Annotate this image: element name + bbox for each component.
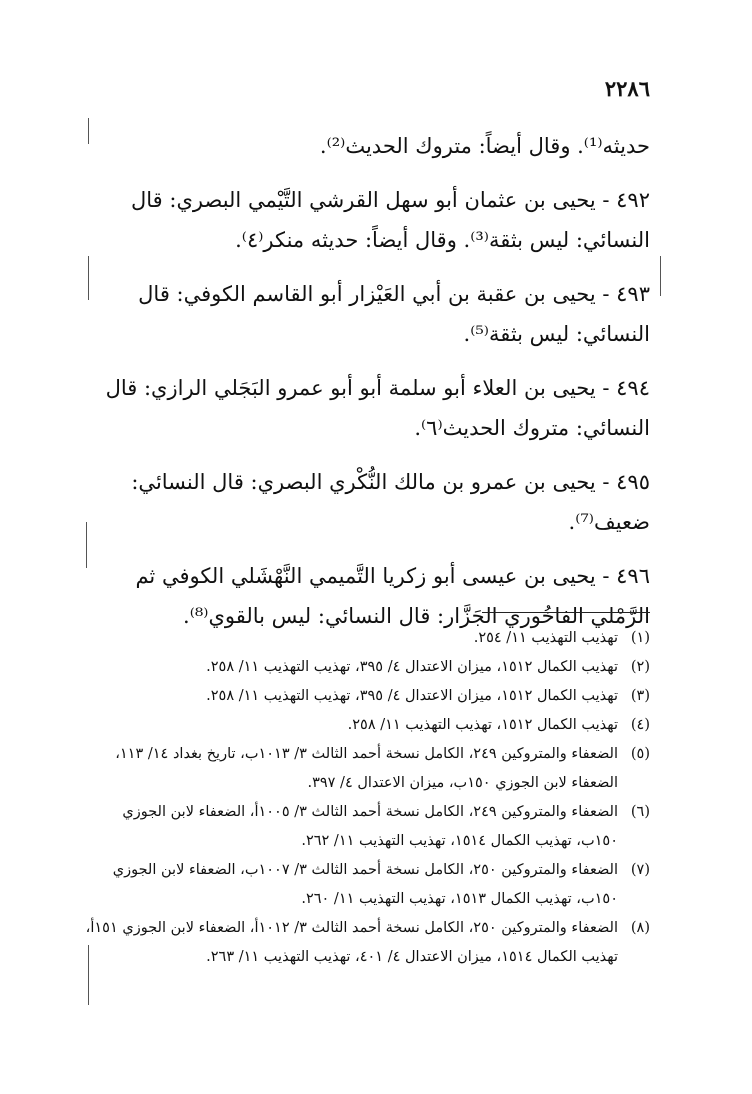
footnote-number: (٥) bbox=[630, 746, 650, 762]
entry-number: ٤٩٦ bbox=[616, 564, 650, 588]
scan-mark-right-mid bbox=[660, 256, 661, 296]
footnotes-list bbox=[84, 624, 650, 972]
entry-text: يحيى بن العلاء أبو سلمة أبو أبو عمرو البَجَلي الرازي: قال النسائي: متروك الحديث⁽٦⁾. bbox=[105, 376, 650, 440]
footnote-7 bbox=[84, 856, 650, 914]
scan-mark-left-lower bbox=[86, 522, 87, 568]
footnote-number: (٣) bbox=[630, 688, 650, 704]
footnote-2 bbox=[84, 653, 650, 682]
footnote-text: تهذيب الكمال ١٥١٢، تهذيب التهذيب ١١/ ٢٥٨. bbox=[347, 717, 618, 733]
footnote-number: (٤) bbox=[630, 717, 650, 733]
entry-number: ٤٩٣ bbox=[616, 282, 650, 306]
footnote-text: تهذيب التهذيب ١١/ ٢٥٤. bbox=[473, 630, 618, 646]
entry-492: ٤٩٢ - يحيى بن عثمان أبو سهل القرشي التَّيْمي البصري: قال النسائي: ليس بثقة⁽³⁾. وقال أيضاً: حديثه منكر⁽٤⁾. bbox=[131, 188, 650, 252]
scan-mark-left-top bbox=[88, 118, 89, 144]
entry-493: ٤٩٣ - يحيى بن عقبة بن أبي العَيْزار أبو القاسم الكوفي: قال النسائي: ليس بثقة⁽⁵⁾. bbox=[138, 282, 650, 346]
footnote-number: (٦) bbox=[630, 804, 650, 820]
entry-number: ٤٩٢ bbox=[616, 188, 650, 212]
footnote-text: الضعفاء والمتروكين ٢٤٩، الكامل نسخة أحمد الثالث ٣/ ١٠٠٥أ، الضعفاء لابن الجوزي ١٥٠ب، تهذيب الكمال ١٥١٤، تهذيب التهذيب ١١/ ٢٦٢. bbox=[122, 804, 618, 849]
footnote-text: تهذيب الكمال ١٥١٢، ميزان الاعتدال ٤/ ٣٩٥، تهذيب التهذيب ١١/ ٢٥٨. bbox=[206, 688, 618, 704]
entry-continuation bbox=[84, 126, 650, 166]
footnote-text: الضعفاء والمتروكين ٢٥٠، الكامل نسخة أحمد الثالث ٣/ ١٠٠٧ب، الضعفاء لابن الجوزي ١٥٠ب، تهذيب الكمال ١٥١٣، تهذيب التهذيب ١١/ ٢٦٠. bbox=[112, 862, 618, 907]
entry-number: ٤٩٥ bbox=[616, 470, 650, 494]
scan-mark-left-mid bbox=[88, 256, 89, 300]
footnote-text: تهذيب الكمال ١٥١٢، ميزان الاعتدال ٤/ ٣٩٥، تهذيب التهذيب ١١/ ٢٥٨. bbox=[206, 659, 618, 675]
entry-494: ٤٩٤ - يحيى بن العلاء أبو سلمة أبو أبو عمرو البَجَلي الرازي: قال النسائي: متروك الحديث⁽٦⁾. bbox=[105, 376, 650, 440]
entry-495: ٤٩٥ - يحيى بن عمرو بن مالك النُّكْري البصري: قال النسائي: ضعيف⁽⁷⁾. bbox=[131, 470, 650, 534]
scan-mark-left-bottom bbox=[88, 945, 89, 1005]
footnote-8 bbox=[84, 914, 650, 972]
footnote-3 bbox=[84, 682, 650, 711]
entry-number: ٤٩٤ bbox=[616, 376, 650, 400]
footnote-number: (٧) bbox=[630, 862, 650, 878]
footnote-5 bbox=[84, 740, 650, 798]
entry-text: يحيى بن عقبة بن أبي العَيْزار أبو القاسم الكوفي: قال النسائي: ليس بثقة⁽⁵⁾. bbox=[138, 282, 650, 346]
entry-text: يحيى بن عثمان أبو سهل القرشي التَّيْمي البصري: قال النسائي: ليس بثقة⁽³⁾. وقال أيضاً: حديثه منكر⁽٤⁾. bbox=[131, 188, 650, 252]
footnote-1 bbox=[84, 624, 650, 653]
entry-text: حديثه⁽¹⁾. وقال أيضاً: متروك الحديث⁽²⁾. bbox=[319, 134, 650, 158]
page-number: ٢٢٨٦ bbox=[604, 76, 650, 101]
footnote-text: الضعفاء والمتروكين ٢٤٩، الكامل نسخة أحمد الثالث ٣/ ١٠١٣ب، تاريخ بغداد ١٤/ ١١٣، الضعفاء لابن الجوزي ١٥٠ب، ميزان الاعتدال ٤/ ٣٩٧. bbox=[115, 746, 618, 791]
entry-text: يحيى بن عيسى أبو زكريا التَّميمي النَّهْشَلي الكوفي ثم الرَّمْلي الفاخُوري الجَزَّار: قال النسائي: ليس بالقوي⁽⁸⁾. bbox=[135, 564, 650, 628]
footnote-number: (١) bbox=[630, 630, 650, 646]
footnote-text: الضعفاء والمتروكين ٢٥٠، الكامل نسخة أحمد الثالث ٣/ ١٠١٢أ، الضعفاء لابن الجوزي ١٥١أ، تهذيب الكمال ١٥١٤، ميزان الاعتدال ٤/ ٤٠١، تهذيب التهذيب ١١/ ٢٦٣. bbox=[85, 920, 618, 965]
footnote-number: (٨) bbox=[630, 920, 650, 936]
entry-496: ٤٩٦ - يحيى بن عيسى أبو زكريا التَّميمي النَّهْشَلي الكوفي ثم الرَّمْلي الفاخُوري الجَزَّار: قال النسائي: ليس بالقوي⁽⁸⁾. bbox=[135, 564, 650, 628]
entries-list bbox=[84, 126, 650, 636]
footnote-4 bbox=[84, 711, 650, 740]
footnote-6 bbox=[84, 798, 650, 856]
footnote-separator bbox=[482, 612, 650, 613]
footnote-number: (٢) bbox=[630, 659, 650, 675]
entry-text: يحيى بن عمرو بن مالك النُّكْري البصري: قال النسائي: ضعيف⁽⁷⁾. bbox=[131, 470, 650, 534]
